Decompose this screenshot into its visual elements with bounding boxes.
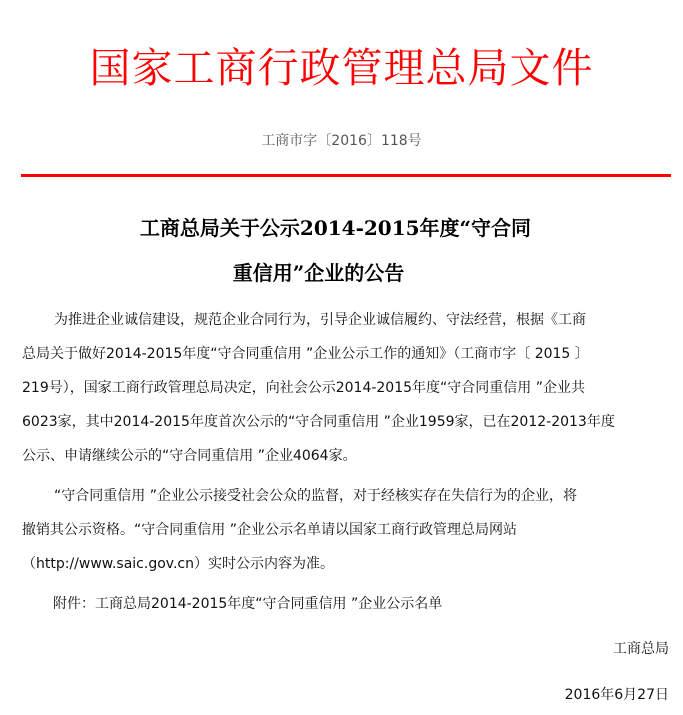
attachment-note: 附件：工商总局2014-2015年度“守合同重信用 ”企业公示名单 [53, 596, 443, 612]
document-number: 工商市字〔2016〕118号 [261, 133, 422, 149]
paragraph-line: 219号），国家工商行政管理总局决定，向社会公示2014-2015年度“守合同重信用 ”企业共 [22, 380, 585, 396]
paragraph-line: 公示、申请继续公示的“守合同重信用 ”企业4064家。 [22, 448, 357, 464]
announcement-title-line-1: 工商总局关于公示2014-2015年度“守合同 [139, 216, 532, 240]
announcement-title-line-2: 重信用”企业的公告 [232, 261, 405, 285]
paragraph-line: “守合同重信用 ”企业公示接受社会公众的监督，对于经核实存在失信行为的企业，将 [54, 488, 577, 504]
paragraph-line: 总局关于做好2014-2015年度“守合同重信用 ”企业公示工作的通知》（工商市字〔 2015 〕 [22, 346, 589, 362]
issue-date: 2016年6月27日 [564, 687, 669, 703]
paragraph-line-with-website: （http://www.saic.gov.cn）实时公示内容为准。 [22, 556, 334, 572]
issuer-signature: 工商总局 [613, 641, 669, 657]
paragraph-line: 6023家，其中2014-2015年度首次公示的“守合同重信用 ”企业1959家，已在2012-2013年度 [22, 414, 615, 430]
body-paragraph-2 [22, 479, 662, 581]
header-divider [21, 174, 671, 177]
document-header-title: 国家工商行政管理总局文件 [89, 44, 594, 92]
paragraph-line: 撤销其公示资格。“守合同重信用 ”企业公示名单请以国家工商行政管理总局网站 [22, 522, 517, 538]
body-paragraph-1 [22, 303, 662, 473]
paragraph-line: 为推进企业诚信建设，规范企业合同行为，引导企业诚信履约、守法经营，根据《工商 [54, 312, 586, 328]
